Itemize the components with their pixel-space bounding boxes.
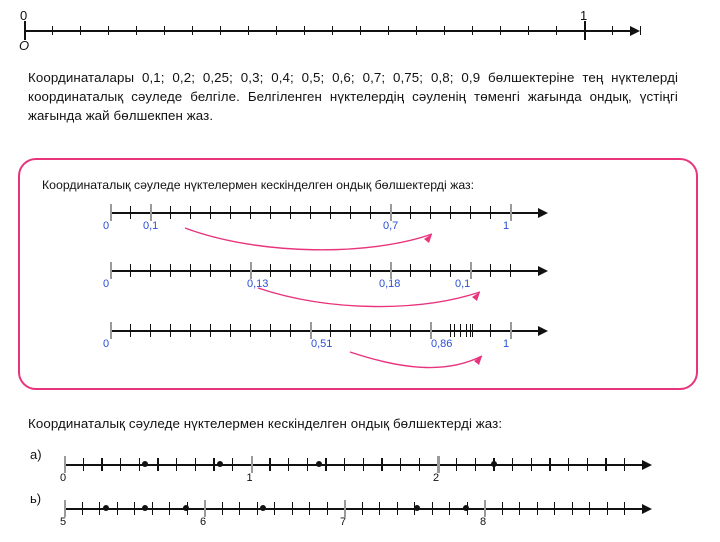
- tick-minor: [176, 458, 177, 471]
- item-letter-b: ь): [30, 491, 42, 506]
- tick-minor: [83, 458, 84, 471]
- tick-minor: [288, 458, 289, 471]
- axis-arrow-icon: [642, 460, 652, 470]
- axis-line: [64, 464, 644, 466]
- origin-label: O: [19, 38, 30, 53]
- tick-minor: [400, 458, 401, 471]
- tick-minor: [82, 502, 83, 515]
- tick-minor: [554, 502, 555, 515]
- tick-minor: [309, 502, 310, 515]
- tick-minor: [274, 502, 275, 515]
- tick-label-1: 1: [580, 8, 588, 23]
- tick-minor: [531, 458, 532, 471]
- point-label: 0,1: [143, 220, 159, 232]
- point-label: 0,1: [455, 278, 471, 290]
- tick-minor: [502, 502, 503, 515]
- point-dot: [103, 505, 109, 511]
- tick-minor: [257, 502, 258, 515]
- tick-minor: [157, 458, 158, 471]
- tick-minor: [449, 502, 450, 515]
- point-label: 0,7: [383, 220, 399, 232]
- point-dot: [183, 505, 189, 511]
- tick-label: 1: [246, 472, 253, 484]
- point-dot: [142, 461, 148, 467]
- tick-minor: [519, 502, 520, 515]
- tick-minor: [624, 502, 625, 515]
- point-dot: [316, 461, 322, 467]
- tick-minor: [344, 458, 345, 471]
- tick-minor: [362, 502, 363, 515]
- point-dot: [491, 461, 497, 467]
- sample-box-title: Координаталық сәуледе нүктелермен кескінделген ондық бөлшектерді жаз:: [42, 178, 475, 192]
- tick-label: 7: [340, 516, 347, 528]
- tick-minor: [568, 458, 569, 471]
- point-label: 0: [103, 338, 110, 350]
- tick-minor: [117, 502, 118, 515]
- point-dot: [217, 461, 223, 467]
- tick-minor: [307, 458, 308, 471]
- point-label: 1: [503, 338, 510, 350]
- point-dot: [260, 505, 266, 511]
- tick-label: 2: [432, 472, 440, 484]
- tick-major: [64, 500, 66, 517]
- tick-minor: [239, 502, 240, 515]
- tick-minor: [195, 458, 196, 471]
- tick-minor: [134, 502, 135, 515]
- tick-minor: [605, 458, 606, 471]
- tick-minor: [139, 458, 140, 471]
- tick-major: [437, 456, 439, 473]
- tick-minor: [325, 458, 326, 471]
- tick-major: [344, 500, 346, 517]
- tick-minor: [432, 502, 433, 515]
- tick-minor: [269, 458, 270, 471]
- tick-minor: [456, 458, 457, 471]
- tick-label-0: 0: [20, 8, 28, 23]
- tick-minor: [152, 502, 153, 515]
- tick-label: 6: [200, 516, 207, 528]
- tick-minor: [475, 458, 476, 471]
- point-label: 0: [103, 220, 110, 232]
- bottom-task-paragraph: Координаталық сәуледе нүктелермен кескінделген ондық бөлшектерді жаз:: [28, 416, 503, 431]
- tick-minor: [169, 502, 170, 515]
- tick-minor: [379, 502, 380, 515]
- item-letter-a: а): [30, 447, 42, 462]
- tick-minor: [587, 458, 588, 471]
- red-curved-arrow: [350, 352, 482, 368]
- tick-major: [64, 456, 66, 473]
- tick-minor: [381, 458, 382, 471]
- point-dot: [414, 505, 420, 511]
- tick-minor: [99, 502, 100, 515]
- point-label: 0,86: [431, 338, 453, 350]
- task-item-a: [60, 464, 684, 498]
- point-label: 0,18: [379, 278, 401, 290]
- tick-minor: [549, 458, 550, 471]
- tick-minor: [419, 458, 420, 471]
- tick-major: [204, 500, 206, 517]
- tick-minor: [292, 502, 293, 515]
- red-curved-arrow: [258, 288, 480, 307]
- point-label: 0,51: [311, 338, 333, 350]
- tick-minor: [363, 458, 364, 471]
- task-item-b: [60, 508, 684, 542]
- tick-minor: [512, 458, 513, 471]
- tick-label: 0: [60, 472, 67, 484]
- tick-minor: [589, 502, 590, 515]
- point-dot: [463, 505, 469, 511]
- point-label: 0,13: [247, 278, 269, 290]
- tick-minor: [624, 458, 625, 471]
- tick-minor: [537, 502, 538, 515]
- tick-major: [251, 456, 253, 473]
- tick-minor: [222, 502, 223, 515]
- tick-minor: [397, 502, 398, 515]
- tick-major: [484, 500, 486, 517]
- tick-minor: [120, 458, 121, 471]
- red-curved-arrow: [185, 228, 432, 250]
- tick-minor: [213, 458, 214, 471]
- point-label: 0: [103, 278, 110, 290]
- tick-minor: [572, 502, 573, 515]
- tick-label: 8: [480, 516, 487, 528]
- tick-minor: [232, 458, 233, 471]
- point-label: 1: [503, 220, 510, 232]
- axis-arrow-icon: [642, 504, 652, 514]
- intro-paragraph: Координаталары 0,1; 0,2; 0,25; 0,3; 0,4; 0,5; 0,6; 0,7; 0,75; 0,8; 0,9 бөлшектеріне тең нүктелерді координаталық сәуледе белгіле. Белгіленген нүктелердің сәуленің төменгі жағында ондық, үстіңгі жағында жай бөлшекпен жаз.: [28, 70, 678, 123]
- tick-minor: [607, 502, 608, 515]
- tick-minor: [101, 458, 102, 471]
- point-dot: [142, 505, 148, 511]
- tick-label: 5: [60, 516, 67, 528]
- tick-minor: [327, 502, 328, 515]
